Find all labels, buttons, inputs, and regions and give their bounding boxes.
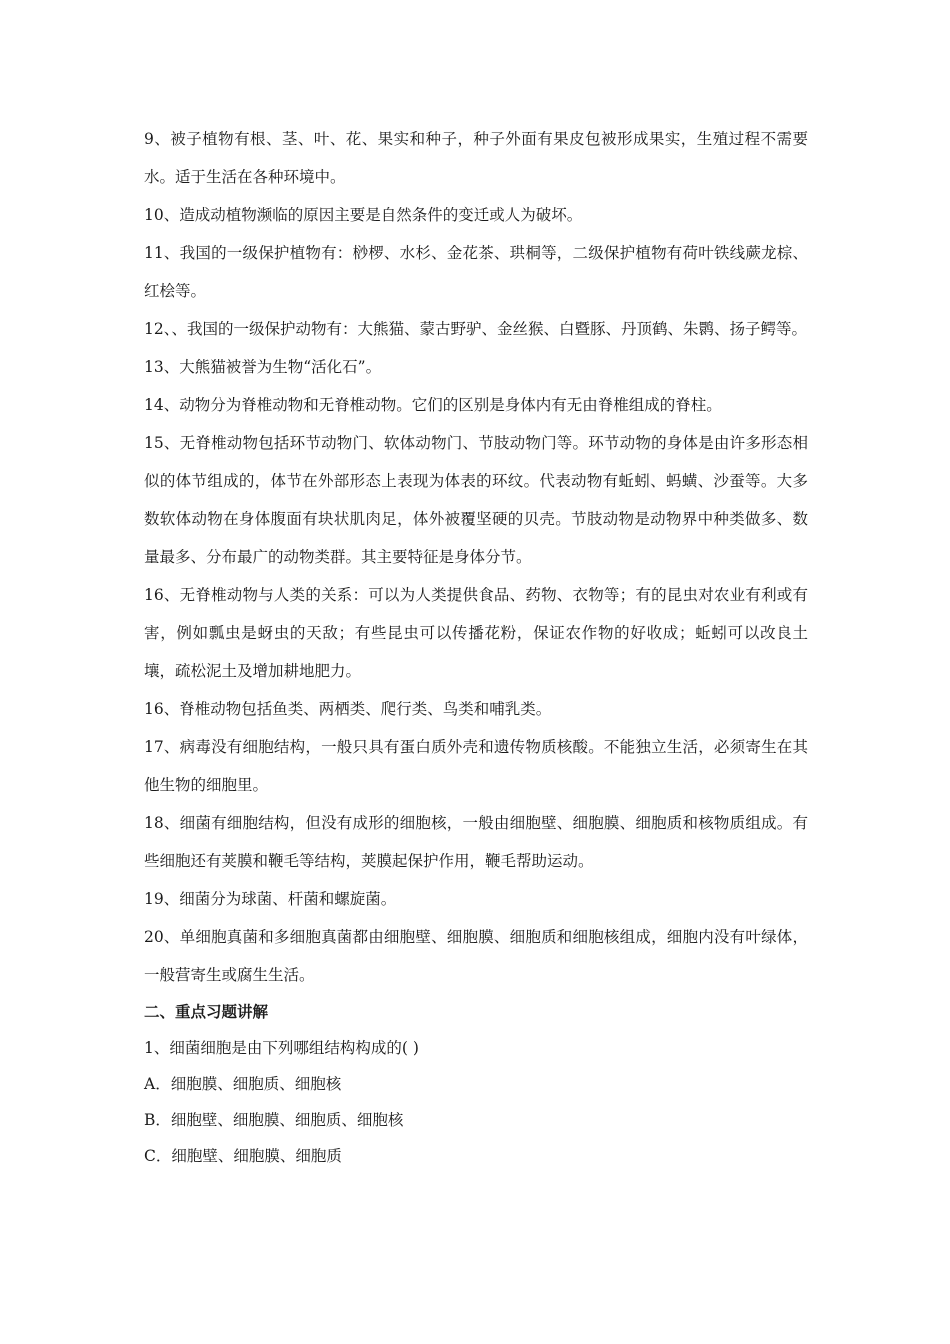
document-page [144, 120, 808, 1174]
paragraph-11: 11、我国的一级保护植物有：桫椤、水杉、金花茶、珙桐等，二级保护植物有荷叶铁线蕨龙棕、红桧等。 [144, 244, 808, 300]
question-option-c: C．细胞壁、细胞膜、细胞质 [144, 1147, 342, 1165]
paragraph-16b: 16、脊椎动物包括鱼类、两栖类、爬行类、鸟类和哺乳类。 [144, 700, 552, 718]
paragraph-17: 17、病毒没有细胞结构，一般只具有蛋白质外壳和遗传物质核酸。不能独立生活，必须寄生在其他生物的细胞里。 [144, 738, 808, 794]
paragraph-12: 12、、我国的一级保护动物有：大熊猫、蒙古野驴、金丝猴、白暨豚、丹顶鹤、朱鹮、扬子鳄等。 [144, 320, 807, 338]
paragraph-15: 15、无脊椎动物包括环节动物门、软体动物门、节肢动物门等。环节动物的身体是由许多形态相似的体节组成的，体节在外部形态上表现为体表的环纹。代表动物有蚯蚓、蚂蟥、沙蚕等。大多数软体动物在身体腹面有块状肌肉足，体外被覆坚硬的贝壳。节肢动物是动物界中种类做多、数量最多、分布最广的动物类群。其主要特征是身体分节。 [144, 434, 808, 566]
paragraph-14: 14、动物分为脊椎动物和无脊椎动物。它们的区别是身体内有无由脊椎组成的脊柱。 [144, 396, 722, 414]
section-heading: 二、重点习题讲解 [144, 1003, 269, 1021]
paragraph-20: 20、单细胞真菌和多细胞真菌都由细胞壁、细胞膜、细胞质和细胞核组成，细胞内没有叶绿体，一般营寄生或腐生生活。 [144, 928, 808, 984]
question-stem: 1、细菌细胞是由下列哪组结构构成的( ) [144, 1039, 419, 1057]
paragraph-16a: 16、无脊椎动物与人类的关系：可以为人类提供食品、药物、衣物等；有的昆虫对农业有利或有害，例如瓢虫是蚜虫的天敌；有些昆虫可以传播花粉，保证农作物的好收成；蚯蚓可以改良土壤，疏松泥土及增加耕地肥力。 [144, 586, 808, 680]
paragraph-19: 19、细菌分为球菌、杆菌和螺旋菌。 [144, 890, 397, 908]
question-option-a: A．细胞膜、细胞质、细胞核 [144, 1075, 342, 1093]
paragraph-13: 13、大熊猫被誉为生物“活化石”。 [144, 358, 382, 376]
question-option-b: B．细胞壁、细胞膜、细胞质、细胞核 [144, 1111, 404, 1129]
paragraph-18: 18、细菌有细胞结构，但没有成形的细胞核，一般由细胞壁、细胞膜、细胞质和核物质组成。有些细胞还有荚膜和鞭毛等结构，荚膜起保护作用，鞭毛帮助运动。 [144, 814, 808, 870]
paragraph-9: 9、被子植物有根、茎、叶、花、果实和种子，种子外面有果皮包被形成果实，生殖过程不需要水。适于生活在各种环境中。 [144, 130, 808, 186]
paragraph-10: 10、造成动植物濒临的原因主要是自然条件的变迁或人为破坏。 [144, 206, 583, 224]
